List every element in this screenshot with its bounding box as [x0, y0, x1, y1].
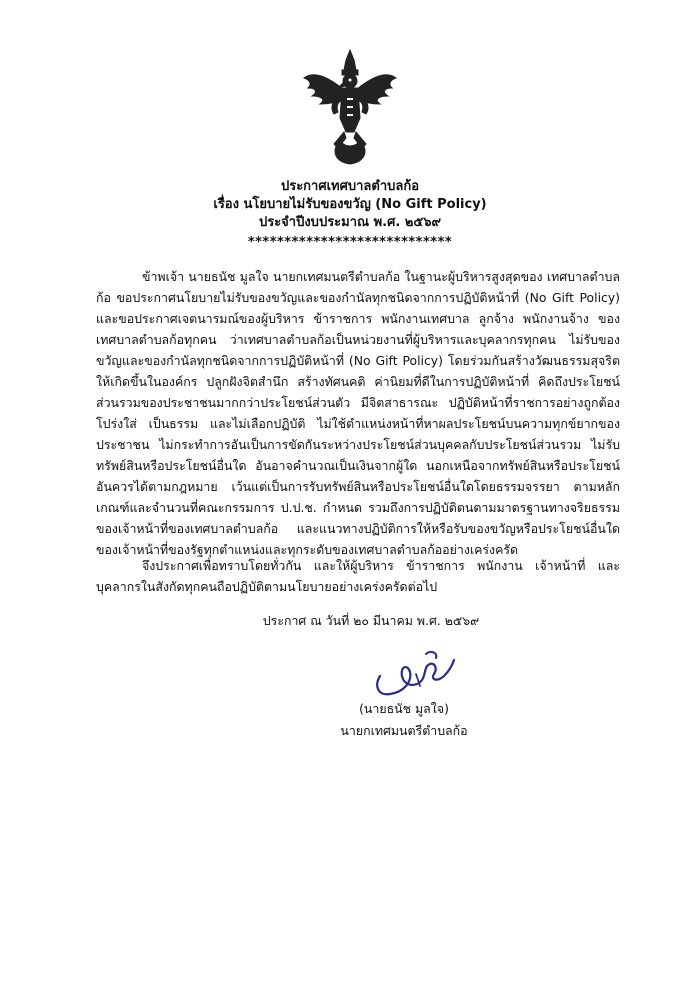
- announcement-title: ประกาศเทศบาลตำบลก้อ: [280, 179, 420, 194]
- separator-line: ****************************: [247, 235, 453, 250]
- body-paragraph-2: [96, 555, 620, 597]
- announcement-subject: เรื่อง นโยบายไม่รับของขวัญ (No Gift Policy): [213, 197, 487, 212]
- paragraph-2-text: จึงประกาศเพื่อทราบโดยทั่วกัน และให้ผู้บริหาร ข้าราชการ พนักงาน เจ้าหน้าที่ และบุคลากรในสังกัดทุกคนถือปฏิบัติตามนโยบายอย่างเคร่งครัดต่อไป: [96, 558, 620, 594]
- announcement-date: ประกาศ ณ วันที่ ๒๐ มีนาคม พ.ศ. ๒๕๖๙: [262, 613, 480, 628]
- fiscal-year: ประจำปีงบประมาณ พ.ศ. ๒๕๖๙: [258, 215, 442, 230]
- signer-name: (นายธนัช มูลใจ): [359, 701, 449, 716]
- body-paragraph-1: [96, 266, 620, 560]
- signer-position: นายกเทศมนตรีตำบลก้อ: [340, 723, 468, 738]
- paragraph-1-text: ข้าพเจ้า นายธนัช มูลใจ นายกเทศมนตรีตำบลก้อ ในฐานะผู้บริหารสูงสุดของ เทศบาลตำบลก้อ ขอประกาศนโยบายไม่รับของขวัญและของกำนัลทุกชนิดจากการปฏิบัติหน้าที่ (No Gift Policy) และขอประกาศเจตนารมณ์ของผู้บริหาร ข้าราชการ พนักงานเทศบาล ลูกจ้าง พนักงานจ้าง ของ เทศบาลตำบลก้อทุกคน ว่าเทศบาลตำบลก้อเป็นหน่วยงานที่ผู้บริหารและบุคลากรทุกคน ไม่รับของขวัญและของกำนัลทุกชนิดจากการปฏิบัติหน้าที่ (No Gift Policy) โดยร่วมกันสร้างวัฒนธรรมสุจริตให้เกิดขึ้นในองค์กร ปลูกฝังจิตสำนึก สร้างทัศนคติ ค่านิยมที่ดีในการปฏิบัติหน้าที่ คิดถึงประโยชน์ส่วนรวมของประชาชนมากกว่าประโยชน์ส่วนตัว มีจิตสาธารณะ ปฏิบัติหน้าที่ราชการอย่างถูกต้อง โปร่งใส่ เป็นธรรม และไม่เลือกปฏิบัติ ไม่ใช้ตำแหน่งหน้าที่หาผลประโยชน์บนความทุกข์ยากของประชาชน ไม่กระทำการอันเป็นการขัดกันระหว่างประโยชน์ส่วนบุคคลกับประโยชน์ส่วนรวม ไม่รับทรัพย์สินหรือประโยชน์อื่นใด อันอาจคำนวณเป็นเงินจากผู้ใด นอกเหนือจากทรัพย์สินหรือประโยชน์อันควรได้ตามกฎหมาย เว้นแต่เป็นการรับทรัพย์สินหรือประโยชน์อื่นใดโดยธรรมจรรยา ตามหลักเกณฑ์และจำนวนที่คณะกรรมการ ป.ป.ช. กำหนด รวมถึงการปฏิบัติตนตามมาตรฐานทางจริยธรรมของเจ้าหน้าที่ของเทศบาลตำบลก้อ และแนวทางปฏิบัติการให้หรือรับของขวัญหรือประโยชน์อื่นใดของเจ้าหน้าที่ของรัฐทุกตำแหน่งและทุกระดับของเทศบาลตำบลก้ออย่างเคร่งครัด: [96, 269, 620, 557]
- garuda-emblem-icon: [300, 48, 400, 166]
- handwritten-signature: [360, 646, 460, 702]
